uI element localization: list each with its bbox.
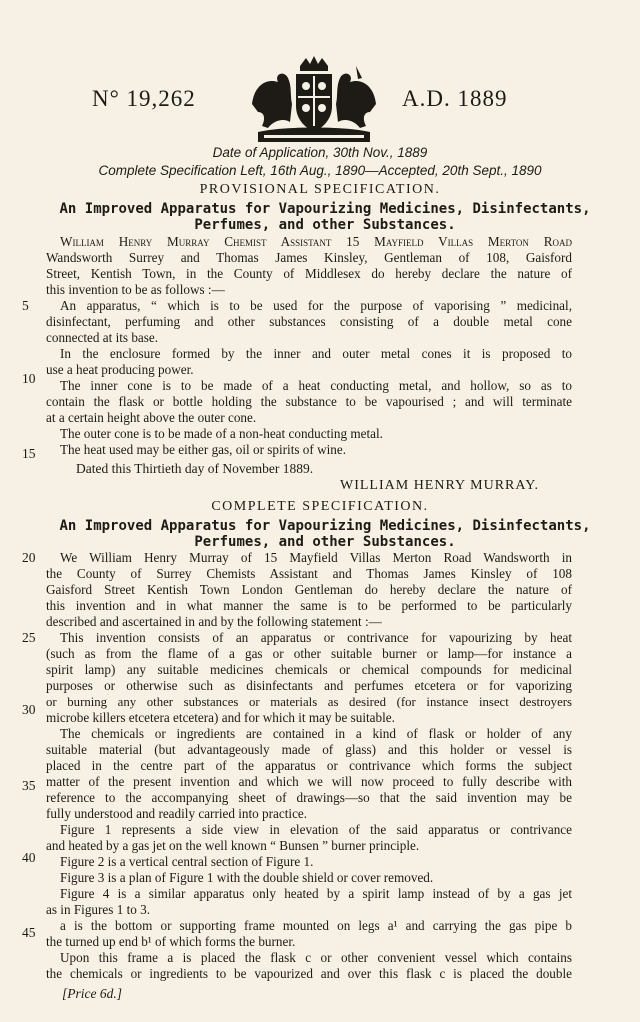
body-line: Upon this frame a is placed the flask c or other convenient vessel which contains (60, 950, 572, 965)
body-line: or burning any other substances or materials as desired (for instance insect destroyers (46, 695, 572, 709)
royal-coat-of-arms-emblem (244, 56, 384, 144)
complete-heading: COMPLETE SPECIFICATION. (211, 499, 429, 514)
body-line: An apparatus, “ which is to be used for the purpose of vaporising ” medicinal, (60, 298, 572, 313)
body-line: disinfectant, perfuming and other substances consisting of a double metal cone (46, 314, 572, 329)
body-line: purposes or otherwise such as disinfectants and perfumes etcetera or for vaporizing (46, 678, 572, 693)
complete-title-line-1: An Improved Apparatus for Vapourizing Medicines, Disinfectants, (59, 518, 591, 534)
line-number: 5 (22, 298, 29, 313)
body-line: placed in the centre part of the apparatus or contrivance which forms the subject (46, 758, 572, 773)
provisional-title-line-1: An Improved Apparatus for Vapourizing Medicines, Disinfectants, (59, 201, 591, 217)
body-line: (such as from the flame of a gas or other suitable burner or lamp—for instance a (46, 646, 572, 661)
body-line: Street, Kentish Town, in the County of Middlesex do hereby declare the nature of (46, 266, 572, 281)
body-line: The inner cone is to be made of a heat conducting metal, and hollow, so as to (60, 378, 572, 393)
body-line: William Henry Murray Chemist Assistant 15 Mayfield Villas Merton Road (60, 234, 572, 249)
provisional-dated: Dated this Thirtieth day of November 1889. (76, 461, 314, 476)
body-line: this invention and in what manner the same is to be performed to be particularly (46, 598, 572, 613)
body-line: We William Henry Murray of 15 Mayfield Villas Merton Road Wandsworth in (60, 550, 572, 565)
body-line: described and ascertained in and by the following statement :— (46, 614, 382, 629)
body-line: this invention to be as follows :— (46, 282, 225, 297)
patent-year: A.D. 1889 (402, 86, 508, 111)
complete-title-line-2: Perfumes, and other Substances. (194, 534, 456, 550)
price: [Price 6d.] (62, 986, 122, 1001)
body-line: This invention consists of an apparatus or contrivance for vapourizing by heat (60, 630, 572, 645)
line-number: 35 (22, 778, 36, 793)
body-line: connected at its base. (46, 330, 159, 345)
patent-number: N° 19,262 (92, 86, 196, 111)
body-line: a is the bottom or supporting frame mounted on legs a¹ and carrying the gas pipe b (60, 918, 572, 933)
body-line: The outer cone is to be made of a non-heat conducting metal. (60, 426, 383, 441)
application-date: Date of Application, 30th Nov., 1889 (212, 145, 428, 160)
body-line: The heat used may be either gas, oil or spirits of wine. (60, 442, 347, 457)
body-line: as in Figures 1 to 3. (46, 902, 151, 917)
provisional-signature: WILLIAM HENRY MURRAY. (340, 478, 539, 493)
body-line: and heated by a gas jet on the well known “ Bunsen ” burner principle. (46, 838, 420, 853)
provisional-title-line-2: Perfumes, and other Substances. (194, 217, 456, 233)
line-number: 20 (22, 550, 36, 565)
body-line: Gaisford Street Kentish Town London Gentleman do hereby declare the nature of (46, 582, 572, 597)
line-number: 15 (22, 446, 36, 461)
body-line: reference to the accompanying sheet of drawings—so that the said invention may be (46, 790, 572, 805)
provisional-title (30, 201, 620, 233)
line-number: 25 (22, 630, 36, 645)
body-line: the chemicals or ingredients to be vapourized and over this flask c is placed the double (46, 966, 572, 981)
body-line: The chemicals or ingredients are contained in a kind of flask or holder of any (60, 726, 572, 741)
body-line: at a certain height above the outer cone. (46, 410, 257, 425)
body-line: the County of Surrey Chemists Assistant and Thomas James Kinsley of 108 (46, 566, 572, 581)
body-line: suitable material (but advantageously made of glass) and this holder or vessel is (46, 742, 572, 757)
body-line: fully understood and readily carried into practice. (46, 806, 308, 821)
body-line: Wandsworth Surrey and Thomas James Kinsley, Gentleman of 108, Gaisford (46, 250, 572, 265)
specification-dates: Complete Specification Left, 16th Aug., 1890—Accepted, 20th Sept., 1890 (98, 163, 542, 178)
patent-header (0, 56, 640, 146)
body-line: Figure 3 is a plan of Figure 1 with the double shield or cover removed. (60, 870, 434, 885)
body-line: the turned up end b¹ of which forms the burner. (46, 934, 296, 949)
provisional-heading: PROVISIONAL SPECIFICATION. (199, 182, 441, 197)
body-line: spirit lamp) any suitable medicines chemicals or chemical compounds for medicinal (46, 662, 572, 677)
line-number: 40 (22, 850, 36, 865)
body-line: Figure 2 is a vertical central section of Figure 1. (60, 854, 314, 869)
line-number: 30 (22, 702, 36, 717)
body-line: microbe killers etcetera etcetera) and for which it may be suitable. (46, 710, 395, 725)
body-line: In the enclosure formed by the inner and outer metal cones it is proposed to (60, 346, 572, 361)
line-number: 10 (22, 371, 36, 386)
body-line: Figure 4 is a similar apparatus only heated by a spirit lamp instead of by a gas jet (60, 886, 572, 901)
body-line: contain the flask or bottle holding the substance to be vapourised ; and will terminate (46, 394, 572, 409)
body-line: Figure 1 represents a side view in elevation of the said apparatus or contrivance (60, 822, 572, 837)
body-line: use a heat producing power. (46, 362, 194, 377)
line-number: 45 (22, 925, 36, 940)
complete-title (30, 518, 620, 550)
body-line: matter of the present invention and which we will now proceed to fully describe with (46, 774, 572, 789)
